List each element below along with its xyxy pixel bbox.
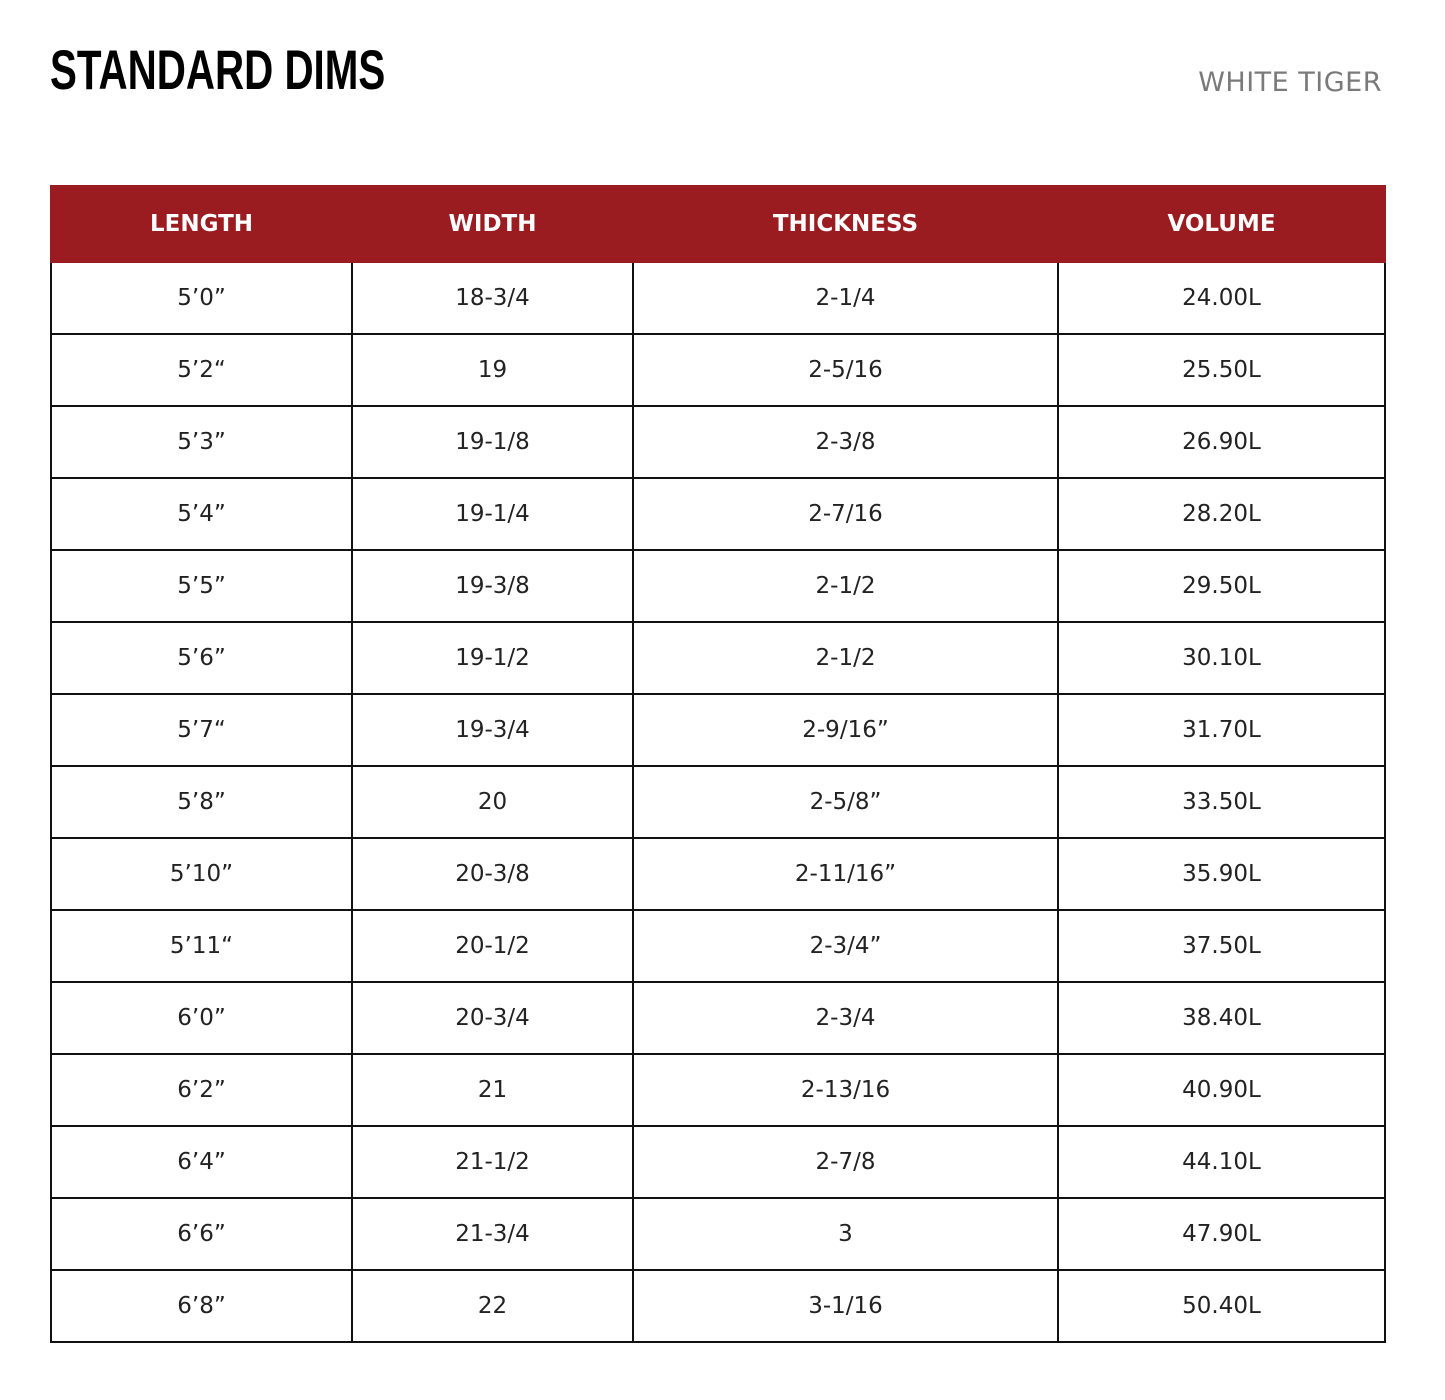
table-header <box>51 186 1385 262</box>
thickness-cell: 2-5/8” <box>633 766 1058 838</box>
volume-cell: 33.50L <box>1058 766 1385 838</box>
width-cell: 20-1/2 <box>352 910 633 982</box>
volume-cell: 44.10L <box>1058 1126 1385 1198</box>
volume-cell: 30.10L <box>1058 622 1385 694</box>
thickness-cell: 2-3/4” <box>633 910 1058 982</box>
length-cell: 6’2” <box>51 1054 352 1126</box>
length-cell: 5’6” <box>51 622 352 694</box>
length-cell: 6’6” <box>51 1198 352 1270</box>
volume-cell: 26.90L <box>1058 406 1385 478</box>
width-cell: 20-3/8 <box>352 838 633 910</box>
column-header-length: LENGTH <box>51 186 352 262</box>
thickness-cell: 2-11/16” <box>633 838 1058 910</box>
page-title: STANDARD DIMS <box>50 38 386 101</box>
thickness-cell: 3 <box>633 1198 1058 1270</box>
thickness-cell: 2-5/16 <box>633 334 1058 406</box>
length-cell: 5’5” <box>51 550 352 622</box>
length-cell: 6’4” <box>51 1126 352 1198</box>
length-cell: 6’8” <box>51 1270 352 1342</box>
column-header-volume: VOLUME <box>1058 186 1385 262</box>
length-cell: 5’7“ <box>51 694 352 766</box>
width-cell: 19-3/8 <box>352 550 633 622</box>
width-cell: 21 <box>352 1054 633 1126</box>
column-header-thickness: THICKNESS <box>633 186 1058 262</box>
width-cell: 21-1/2 <box>352 1126 633 1198</box>
table-row <box>51 910 1385 982</box>
table-row <box>51 1126 1385 1198</box>
thickness-cell: 2-13/16 <box>633 1054 1058 1126</box>
thickness-cell: 3-1/16 <box>633 1270 1058 1342</box>
width-cell: 21-3/4 <box>352 1198 633 1270</box>
thickness-cell: 2-3/8 <box>633 406 1058 478</box>
volume-cell: 25.50L <box>1058 334 1385 406</box>
table-row <box>51 1270 1385 1342</box>
volume-cell: 29.50L <box>1058 550 1385 622</box>
width-cell: 19-1/2 <box>352 622 633 694</box>
table-row <box>51 1198 1385 1270</box>
thickness-cell: 2-1/4 <box>633 262 1058 334</box>
thickness-cell: 2-7/8 <box>633 1126 1058 1198</box>
width-cell: 19-1/4 <box>352 478 633 550</box>
table-body <box>51 262 1385 1342</box>
table-row <box>51 766 1385 838</box>
length-cell: 5’0” <box>51 262 352 334</box>
volume-cell: 37.50L <box>1058 910 1385 982</box>
column-header-width: WIDTH <box>352 186 633 262</box>
table-row <box>51 478 1385 550</box>
volume-cell: 38.40L <box>1058 982 1385 1054</box>
length-cell: 5’8” <box>51 766 352 838</box>
length-cell: 5’4” <box>51 478 352 550</box>
thickness-cell: 2-7/16 <box>633 478 1058 550</box>
thickness-cell: 2-1/2 <box>633 622 1058 694</box>
width-cell: 19-1/8 <box>352 406 633 478</box>
volume-cell: 24.00L <box>1058 262 1385 334</box>
volume-cell: 28.20L <box>1058 478 1385 550</box>
length-cell: 5’10” <box>51 838 352 910</box>
width-cell: 19 <box>352 334 633 406</box>
length-cell: 5’3” <box>51 406 352 478</box>
volume-cell: 35.90L <box>1058 838 1385 910</box>
width-cell: 22 <box>352 1270 633 1342</box>
table-row <box>51 622 1385 694</box>
volume-cell: 50.40L <box>1058 1270 1385 1342</box>
thickness-cell: 2-9/16” <box>633 694 1058 766</box>
thickness-cell: 2-3/4 <box>633 982 1058 1054</box>
table-row <box>51 334 1385 406</box>
header-row <box>51 186 1385 262</box>
thickness-cell: 2-1/2 <box>633 550 1058 622</box>
length-cell: 6’0” <box>51 982 352 1054</box>
width-cell: 18-3/4 <box>352 262 633 334</box>
table-row <box>51 1054 1385 1126</box>
width-cell: 20-3/4 <box>352 982 633 1054</box>
model-name: WHITE TIGER <box>1198 67 1382 98</box>
length-cell: 5’2“ <box>51 334 352 406</box>
width-cell: 19-3/4 <box>352 694 633 766</box>
volume-cell: 40.90L <box>1058 1054 1385 1126</box>
dims-table <box>50 185 1386 1343</box>
table-row <box>51 982 1385 1054</box>
volume-cell: 47.90L <box>1058 1198 1385 1270</box>
volume-cell: 31.70L <box>1058 694 1385 766</box>
length-cell: 5’11“ <box>51 910 352 982</box>
table-row <box>51 550 1385 622</box>
table-row <box>51 838 1385 910</box>
table-row <box>51 406 1385 478</box>
table-row <box>51 262 1385 334</box>
table-row <box>51 694 1385 766</box>
width-cell: 20 <box>352 766 633 838</box>
